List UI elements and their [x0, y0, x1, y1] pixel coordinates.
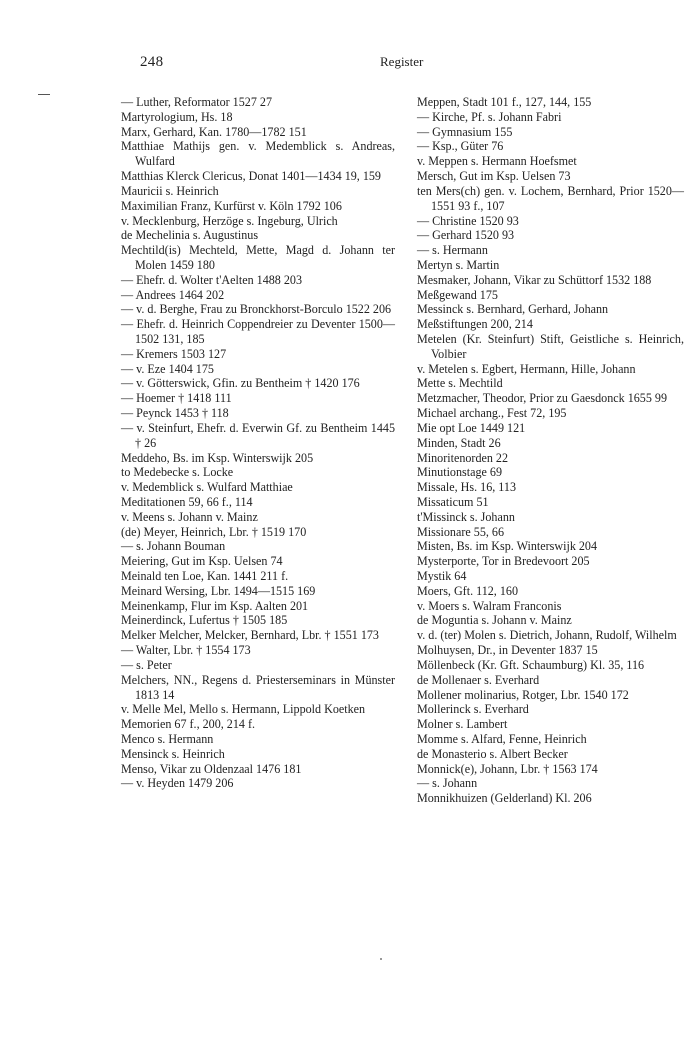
index-entry: Minden, Stadt 26: [417, 435, 501, 450]
index-entry: Matthias Klerck Clericus, Donat 1401—1434 19, 159: [121, 169, 381, 184]
index-entry: de Mechelinia s. Augustinus: [121, 228, 259, 243]
index-entry: Missionare 55, 66: [417, 524, 505, 539]
index-entry: Mollerinck s. Everhard: [417, 702, 529, 717]
index-entry: Mensinck s. Heinrich: [121, 746, 225, 761]
index-entry: Meinald ten Loe, Kan. 1441 211 f.: [121, 569, 289, 583]
index-entry: — Ehefr. d. Heinrich Coppendreier zu Deventer 1500—1502 131, 185: [121, 317, 395, 346]
index-entry: Menco s. Hermann: [121, 731, 214, 746]
index-entry: — s. Hermann: [417, 243, 488, 258]
index-entry: — v. Götterswick, Gfin. zu Bentheim † 1420 176: [121, 376, 360, 391]
index-entry: Martyrologium, Hs. 18: [121, 109, 233, 124]
index-entry: Missale, Hs. 16, 113: [417, 480, 516, 495]
index-entry: — s. Johann Bouman: [121, 539, 226, 554]
index-entry: Meinerdinck, Lufertus † 1505 185: [121, 613, 288, 628]
index-entry: — Gerhard 1520 93: [417, 228, 515, 243]
index-entry: Minoritenorden 22: [417, 450, 509, 465]
index-entry: t'Missinck s. Johann: [417, 509, 515, 524]
index-entry: Mollener molinarius, Rotger, Lbr. 1540 172: [417, 687, 629, 702]
index-entry: — s. Johann: [417, 776, 478, 791]
index-entry: de Monasterio s. Albert Becker: [417, 746, 568, 761]
index-entry: Marx, Gerhard, Kan. 1780—1782 151: [121, 124, 307, 139]
index-entry: v. d. (ter) Molen s. Dietrich, Johann, Rudolf, Wilhelm: [417, 628, 677, 643]
index-entry: — Peynck 1453 † 118: [121, 406, 229, 421]
index-entry: de Moguntia s. Johann v. Mainz: [417, 613, 572, 628]
index-column-right: [417, 95, 684, 806]
index-entry: Meditationen 59, 66 f., 114: [121, 494, 253, 509]
index-entry: Monnick(e), Johann, Lbr. † 1563 174: [417, 761, 598, 776]
index-entry: (de) Meyer, Heinrich, Lbr. † 1519 170: [121, 524, 307, 539]
index-entry: Menso, Vikar zu Oldenzaal 1476 181: [121, 761, 302, 776]
index-entry: — v. Eze 1404 175: [121, 361, 214, 376]
index-entry: Memorien 67 f., 200, 214 f.: [121, 717, 256, 732]
margin-dot: [380, 958, 382, 960]
index-entry: Metelen (Kr. Steinfurt) Stift, Geistliche s. Heinrich, Volbier: [417, 332, 684, 361]
index-entry: v. Meppen s. Hermann Hoefsmet: [417, 154, 577, 169]
index-entry: Meiering, Gut im Ksp. Uelsen 74: [121, 554, 283, 569]
index-entry: Molhuysen, Dr., in Deventer 1837 15: [417, 643, 598, 658]
index-entry: Matthiae Mathijs gen. v. Medemblick s. Andreas, Wulfard: [121, 139, 395, 169]
index-entry: v. Medemblick s. Wulfard Matthiae: [121, 480, 293, 495]
index-entry: Molner s. Lambert: [417, 717, 508, 732]
index-entry: Möllenbeck (Kr. Gft. Schaumburg) Kl. 35, 116: [417, 657, 645, 672]
running-head: Register: [380, 54, 424, 69]
index-entry: Misten, Bs. im Ksp. Winterswijk 204: [417, 539, 598, 554]
index-entry: v. Mecklenburg, Herzöge s. Ingeburg, Ulrich: [121, 213, 338, 228]
index-entry: Monnikhuizen (Gelderland) Kl. 206: [417, 791, 592, 806]
index-entry: Messinck s. Bernhard, Gerhard, Johann: [417, 302, 609, 317]
index-entry: — v. d. Berghe, Frau zu Bronckhorst-Borculo 1522 206: [121, 302, 392, 317]
index-entry: Momme s. Alfard, Fenne, Heinrich: [417, 731, 587, 746]
index-entry: Mersch, Gut im Ksp. Uelsen 73: [417, 169, 571, 184]
index-entry: — Gymnasium 155: [417, 124, 513, 139]
index-entry: Mysterporte, Tor in Bredevoort 205: [417, 554, 590, 569]
page-number: 248: [140, 54, 164, 70]
index-entry: Mechtild(is) Mechteld, Mette, Magd d. Johann ter Molen 1459 180: [121, 243, 395, 272]
index-entry: Melchers, NN., Regens d. Priesterseminars in Münster 1813 14: [121, 672, 395, 702]
index-entry: Maximilian Franz, Kurfürst v. Köln 1792 106: [121, 198, 342, 213]
index-entry: de Mollenaer s. Everhard: [417, 672, 540, 687]
index-entry: — Christine 1520 93: [417, 213, 519, 228]
index-entry: Mauricii s. Heinrich: [121, 183, 219, 198]
index-entry: v. Metelen s. Egbert, Hermann, Hille, Johann: [417, 361, 636, 376]
index-entry: Mette s. Mechtild: [417, 376, 503, 391]
margin-mark: [38, 94, 50, 95]
index-column-left: [121, 95, 395, 791]
index-entry: Meßgewand 175: [417, 287, 498, 302]
index-entry: — Kirche, Pf. s. Johann Fabri: [417, 109, 562, 124]
index-entry: Moers, Gft. 112, 160: [417, 583, 518, 598]
index-entry: Mystik 64: [417, 569, 467, 583]
index-entry: — v. Steinfurt, Ehefr. d. Everwin Gf. zu Bentheim 1445 † 26: [121, 420, 395, 450]
index-entry: v. Moers s. Walram Franconis: [417, 598, 562, 613]
index-entry: — s. Peter: [121, 657, 172, 672]
index-entry: — Walter, Lbr. † 1554 173: [121, 643, 251, 658]
index-entry: Mesmaker, Johann, Vikar zu Schüttorf 1532 188: [417, 272, 652, 287]
index-entry: — Kremers 1503 127: [121, 346, 227, 361]
index-entry: Metzmacher, Theodor, Prior zu Gaesdonck 1655 99: [417, 391, 668, 406]
index-entry: Meddeho, Bs. im Ksp. Winterswijk 205: [121, 450, 314, 465]
index-entry: — Luther, Reformator 1527 27: [121, 95, 272, 109]
index-entry: Missaticum 51: [417, 494, 489, 509]
index-entry: Meßstiftungen 200, 214: [417, 317, 533, 332]
index-entry: to Medebecke s. Locke: [121, 465, 234, 480]
index-entry: Mertyn s. Martin: [417, 257, 500, 272]
index-entry: — Andrees 1464 202: [121, 287, 225, 302]
index-entry: Melker Melcher, Melcker, Bernhard, Lbr. † 1551 173: [121, 628, 379, 643]
index-entry: Meinenkamp, Flur im Ksp. Aalten 201: [121, 598, 309, 613]
index-entry: v. Melle Mel, Mello s. Hermann, Lippold Koetken: [121, 702, 366, 717]
index-entry: — v. Heyden 1479 206: [121, 776, 234, 791]
index-entry: — Ehefr. d. Wolter t'Aelten 1488 203: [121, 272, 303, 287]
index-entry: ten Mers(ch) gen. v. Lochem, Bernhard, Prior 1520—1551 93 f., 107: [417, 183, 684, 213]
index-entry: — Hoemer † 1418 111: [121, 391, 232, 406]
index-entry: Mie opt Loe 1449 121: [417, 420, 526, 435]
index-entry: Meppen, Stadt 101 f., 127, 144, 155: [417, 95, 592, 109]
index-entry: v. Meens s. Johann v. Mainz: [121, 509, 258, 524]
index-entry: Michael archang., Fest 72, 195: [417, 406, 567, 421]
index-entry: Meinard Wersing, Lbr. 1494—1515 169: [121, 583, 316, 598]
index-entry: Minutionstage 69: [417, 465, 502, 480]
index-entry: — Ksp., Güter 76: [417, 139, 504, 154]
